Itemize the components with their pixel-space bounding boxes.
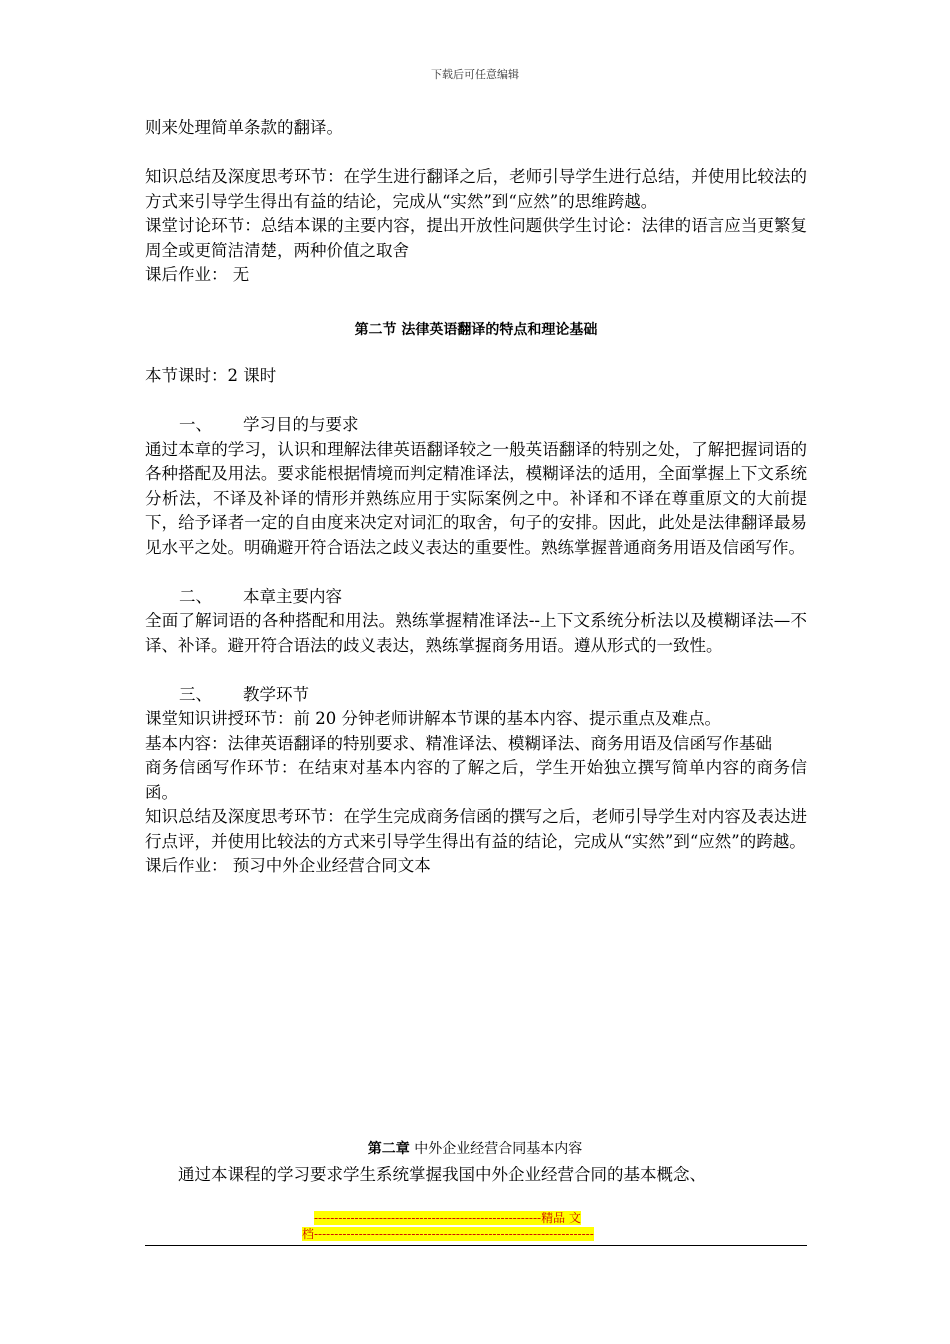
footer-text-2: 档--------------------------------------------------------------------- bbox=[302, 1227, 594, 1241]
heading-number: 一、 bbox=[179, 415, 212, 434]
footer-divider bbox=[145, 1245, 807, 1246]
chapter-name: 中外企业经营合同基本内容 bbox=[409, 1141, 583, 1157]
heading-title: 学习目的与要求 bbox=[243, 415, 359, 434]
footer-text-1: --------------------------------------------------------精品 文 bbox=[314, 1211, 581, 1225]
spacer bbox=[145, 288, 807, 318]
list-item: 课后作业： 预习中外企业经营合同文本 bbox=[145, 856, 431, 875]
document-body bbox=[145, 116, 807, 879]
spacer bbox=[145, 141, 807, 166]
list-item: 知识总结及深度思考环节：在学生完成商务信函的撰写之后，老师引导学生对内容及表达进行点评，并使用比较法的方式来引导学生得出有益的结论，完成从“实然”到“应然”的跨越。 bbox=[145, 807, 807, 851]
list-item: 课堂知识讲授环节：前 20 分钟老师讲解本节课的基本内容、提示重点及难点。 bbox=[145, 709, 721, 728]
footer-banner bbox=[302, 1210, 648, 1242]
paragraph: 课堂讨论环节：总结本课的主要内容，提出开放性问题供学生讨论：法律的语言应当更繁复周全或更简洁清楚，两种价值之取舍 bbox=[145, 216, 807, 260]
paragraph: 课后作业： 无 bbox=[145, 265, 250, 284]
list-item: 基本内容：法律英语翻译的特别要求、精准译法、模糊译法、商务用语及信函写作基础 bbox=[145, 733, 772, 753]
heading-title: 教学环节 bbox=[243, 684, 309, 704]
spacer bbox=[145, 560, 807, 585]
list-item: 商务信函写作环节：在结束对基本内容的了解之后，学生开始独立撰写简单内容的商务信函。 bbox=[145, 758, 807, 802]
subsection-heading bbox=[145, 585, 807, 610]
spacer bbox=[145, 389, 807, 414]
subsection-heading bbox=[145, 413, 807, 438]
heading-number: 二、 bbox=[179, 586, 212, 606]
chapter-intro: 通过本课程的学习要求学生系统掌握我国中外企业经营合同的基本概念、 bbox=[178, 1165, 706, 1184]
paragraph: 通过本章的学习，认识和理解法律英语翻译较之一般英语翻译的特别之处，了解把握词语的各种搭配及用法。要求能根据情境而判定精准译法，模糊译法的适用，全面掌握上下文系统分析法，不译及补译的情形并熟练应用于实际案例之中。补译和不译在尊重原文的大前提下，给予译者一定的自由度来决定对词汇的取舍，句子的安排。因此，此处是法律翻译最易见水平之处。明确避开符合语法之歧义表达的重要性。熟练掌握普通商务用语及信函写作。 bbox=[145, 439, 807, 557]
footer-line-2 bbox=[302, 1226, 648, 1242]
footer-line-1 bbox=[302, 1210, 648, 1226]
chapter-label: 第二章 bbox=[367, 1141, 410, 1157]
section-hours: 本节课时：2 课时 bbox=[145, 366, 277, 385]
spacer bbox=[145, 658, 807, 683]
spacer bbox=[145, 342, 807, 364]
heading-title: 本章主要内容 bbox=[243, 586, 342, 606]
paragraph: 全面了解词语的各种搭配和用法。熟练掌握精准译法--上下文系统分析法以及模糊译法—不译、补译。避开符合语法的歧义表达，熟练掌握商务用语。遵从形式的一致性。 bbox=[145, 611, 807, 655]
heading-number: 三、 bbox=[179, 684, 212, 704]
subsection-heading bbox=[145, 683, 807, 708]
paragraph: 则来处理简单条款的翻译。 bbox=[145, 118, 343, 137]
chapter-title bbox=[0, 1139, 950, 1159]
paragraph: 知识总结及深度思考环节：在学生进行翻译之后，老师引导学生进行总结，并使用比较法的方式来引导学生得出有益的结论，完成从“实然”到“应然”的思维跨越。 bbox=[145, 167, 807, 211]
section-title: 第二节 法律英语翻译的特点和理论基础 bbox=[354, 321, 598, 338]
page-header: 下载后可任意编辑 bbox=[431, 68, 519, 81]
